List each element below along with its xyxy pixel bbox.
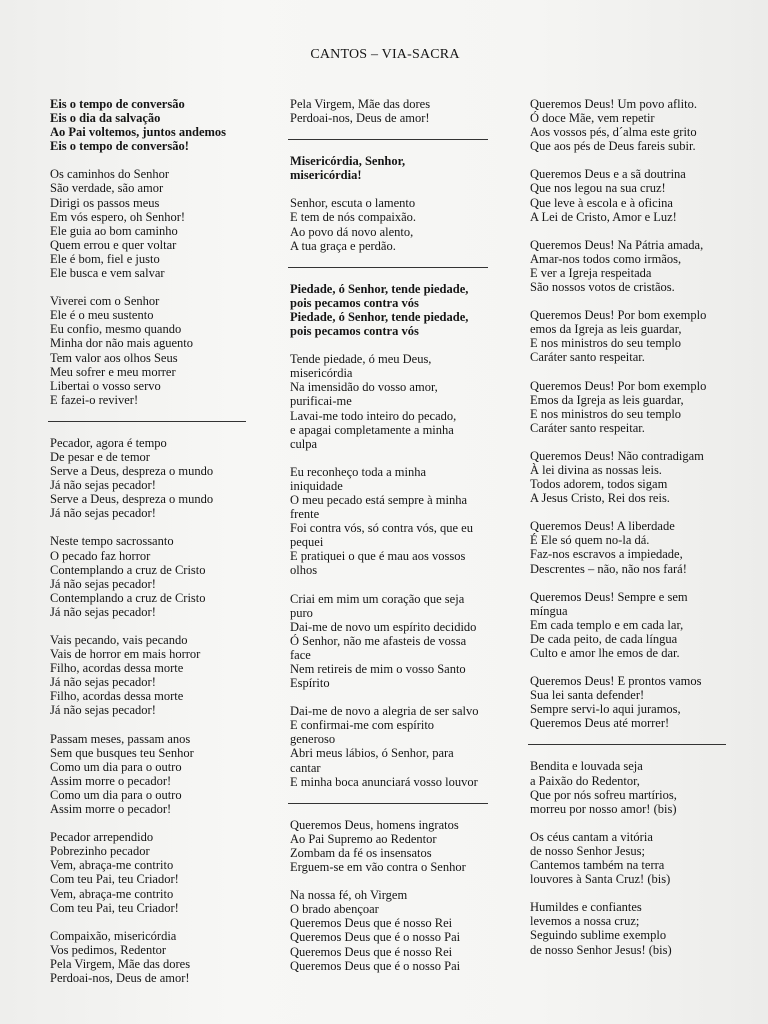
verse-line: Zombam da fé os insensatos [290,845,432,860]
verse-line: E ver a Igreja respeitada [530,265,652,280]
verse-line: Senhor, escuta o lamento [290,196,416,211]
stanza [50,929,250,985]
verse-line: De pesar e de temor [50,449,150,464]
verse-line: Eis o dia da salvação [50,111,161,126]
verse-line: pois pecamos contra vós [290,295,419,310]
verse-line: olhos [290,563,318,578]
verse-line: Meu sofrer e meu morrer [50,364,176,379]
verse-line: Ó doce Mãe, vem repetir [530,111,655,126]
verse-line: Contemplando a cruz de Cristo [50,590,206,605]
verse-line: Lavai-me todo inteiro do pecado, [290,408,457,423]
verse-line: Eis o tempo de conversão! [50,139,189,154]
verse-line: Assim morre o pecador! [50,802,172,817]
verse-line: Misericórdia, Senhor, [290,154,406,169]
verse-line: cantar [290,760,321,775]
verse-line: Assim morre o pecador! [50,773,172,788]
verse-line: Que leve à escola e à oficina [530,195,673,210]
verse-line: E fazei-o reviver! [50,392,139,407]
stanza [50,732,250,817]
verse-line: Filho, acordas dessa morte [50,689,184,704]
verse-line: Já não sejas pecador! [50,506,156,521]
verse-line: Que aos pés de Deus fareis subir. [530,139,696,154]
stanza [290,592,495,691]
verse-line: E tem de nós compaixão. [290,210,417,225]
verse-line: O meu pecado está sempre à minha [290,492,468,507]
verse-line: Ele é bom, fiel e justo [50,251,160,266]
refrain [50,97,250,153]
stanza [530,167,730,223]
verse-line: Pela Virgem, Mãe das dores [290,97,431,111]
verse-line: Queremos Deus! Não contradigam [530,448,704,463]
verse-line: Tem valor aos olhos Seus [50,350,178,365]
stanza [290,888,495,973]
verse-line: Na imensidão do vosso amor, [290,380,438,395]
verse-line: frente [290,507,320,522]
verse-line: Ele guia ao bom caminho [50,223,178,238]
verse-line: misericórdia! [290,168,362,183]
verse-line: Ao Pai Supremo ao Redentor [290,831,437,846]
verse-line: Queremos Deus! A liberdade [530,519,675,534]
verse-line: O pecado faz horror [50,548,151,563]
verse-line: Seguindo sublime exemplo [530,928,667,943]
verse-line: Queremos Deus que é nosso Rei [290,916,453,931]
verse-line: Queremos Deus! Por bom exemplo [530,378,707,393]
verse-line: Queremos Deus, homens ingratos [290,817,459,832]
verse-line: Ao povo dá novo alento, [290,224,414,239]
verse-line: Contemplando a cruz de Cristo [50,562,206,577]
column-3 [530,97,730,971]
verse-line: Na nossa fé, oh Virgem [290,888,408,903]
verse-line: Foi contra vós, só contra vós, que eu [290,521,473,536]
verse-line: Vos pedimos, Redentor [50,942,167,957]
verse-line: Queremos Deus que é nosso Rei [290,944,453,959]
verse-line: Dai-me de novo a alegria de ser salvo [290,704,479,719]
verse-line: Compaixão, misericórdia [50,928,177,943]
verse-line: Vem, abraça-me contrito [50,886,174,901]
verse-line: Libertai o vosso servo [50,378,161,393]
verse-line: Bendita e louvada seja [530,759,643,774]
verse-line: Com teu Pai, teu Criador! [50,872,179,887]
verse-line: Dirigi os passos meus [50,195,160,210]
verse-line: Sempre servi-lo aqui juramos, [530,702,681,717]
verse-line: de nosso Senhor Jesus; [530,843,645,858]
verse-line: Aos vossos pés, d´alma este grito [530,125,697,140]
verse-line: Pela Virgem, Mãe das dores [50,956,191,971]
stanza [530,674,730,730]
verse-line: culpa [290,436,318,451]
verse-line: Ao Pai voltemos, juntos andemos [50,125,227,140]
verse-line: Já não sejas pecador! [50,703,156,718]
verse-line: Faz-nos escravos a impiedade, [530,547,683,562]
verse-line: Quem errou e quer voltar [50,237,177,252]
verse-line: puro [290,605,313,620]
verse-line: A tua graça e perdão. [290,238,396,253]
verse-line: Todos adorem, todos sigam [530,477,668,492]
stanza [290,352,495,451]
verse-line: E minha boca anunciará vosso louvor [290,774,478,789]
verse-line: purificai-me [290,394,352,409]
verse-line: Viverei com o Senhor [50,294,160,309]
verse-line: louvores à Santa Cruz! (bis) [530,872,671,887]
verse-line: Criai em mim um coração que seja [290,591,465,606]
verse-line: a Paixão do Redentor, [530,773,640,788]
section-divider [288,803,488,804]
verse-line: Filho, acordas dessa morte [50,661,184,676]
stanza [290,97,495,125]
verse-line: Eu confio, mesmo quando [50,322,182,337]
verse-line: iniquidade [290,478,343,493]
verse-line: Dai-me de novo um espírito decidido [290,619,477,634]
verse-line: generoso [290,732,336,747]
verse-line: Que por nós sofreu martírios, [530,787,677,802]
verse-line: Espírito [290,676,330,691]
verse-line: Culto e amor lhe emos de dar. [530,646,680,660]
verse-line: pois pecamos contra vós [290,324,419,339]
stanza [530,900,730,956]
verse-line: Queremos Deus! Por bom exemplo [530,308,707,323]
verse-line: Emos da Igreja as leis guardar, [530,392,684,407]
verse-line: Sem que busques teu Senhor [50,745,194,760]
section-divider [48,421,246,422]
verse-line: e apagai completamente a minha [290,422,454,437]
verse-line: Como um dia para o outro [50,787,182,802]
verse-line: Caráter santo respeitar. [530,350,645,365]
verse-line: Minha dor não mais aguento [50,336,194,351]
section-divider [288,267,488,268]
verse-line: Humildes e confiantes [530,900,642,915]
verse-line: míngua [530,603,568,618]
verse-line: O brado abençoar [290,902,379,917]
verse-line: Queremos Deus e a sã doutrina [530,167,686,182]
verse-line: Nem retireis de mim o vosso Santo [290,662,466,676]
stanza [50,294,250,407]
verse-line: Perdoai-nos, Deus de amor! [50,970,190,985]
stanza [530,830,730,886]
stanza [530,519,730,575]
verse-line: emos da Igreja as leis guardar, [530,322,682,337]
verse-line: face [290,647,311,662]
stanza [530,97,730,153]
verse-line: Piedade, ó Senhor, tende piedade, [290,309,469,324]
verse-line: Piedade, ó Senhor, tende piedade, [290,281,469,296]
verse-line: pequei [290,535,324,550]
page-title: CANTOS – VIA-SACRA [310,47,460,62]
verse-line: São nossos votos de cristãos. [530,280,675,295]
verse-line: Serve a Deus, despreza o mundo [50,464,214,479]
stanza [290,196,495,252]
verse-line: Queremos Deus que é o nosso Pai [290,958,461,973]
verse-line: Queremos Deus! Sempre e sem [530,589,688,604]
verse-line: A Jesus Cristo, Rei dos reis. [530,491,670,506]
verse-line: Eu reconheço toda a minha [290,464,427,479]
verse-line: Queremos Deus que é o nosso Pai [290,930,461,945]
stanza [290,704,495,789]
section-divider [288,139,488,140]
stanza [530,759,730,815]
stanza [530,590,730,660]
stanza [50,167,250,280]
verse-line: Eis o tempo de conversão [50,97,185,111]
verse-line: E nos ministros do seu templo [530,336,682,351]
verse-line: E confirmai-me com espírito [290,718,435,733]
verse-line: Queremos Deus! E prontos vamos [530,674,702,689]
verse-line: Neste tempo sacrossanto [50,534,174,549]
verse-line: Abri meus lábios, ó Senhor, para [290,746,454,761]
verse-line: E pratiquei o que é mau aos vossos [290,549,466,564]
verse-line: misericórdia [290,366,353,381]
column-1 [50,97,250,999]
verse-line: À lei divina as nossas leis. [530,462,662,477]
verse-line: Vais de horror em mais horror [50,647,201,662]
verse-line: Serve a Deus, despreza o mundo [50,492,214,507]
verse-line: Que nos legou na sua cruz! [530,181,666,196]
verse-line: Descrentes – não, não nos fará! [530,561,687,576]
verse-line: Em cada templo e em cada lar, [530,617,684,632]
verse-line: Queremos Deus! Na Pátria amada, [530,237,704,252]
verse-line: Queremos Deus até morrer! [530,716,670,731]
verse-line: Ele é o meu sustento [50,308,154,323]
verse-line: Pecador arrependido [50,830,154,845]
verse-line: Amar-nos todos como irmãos, [530,251,682,266]
stanza [50,633,250,718]
verse-line: Ele busca e vem salvar [50,266,165,281]
verse-line: Caráter santo respeitar. [530,420,645,435]
verse-line: Já não sejas pecador! [50,576,156,591]
verse-line: Como um dia para o outro [50,759,182,774]
refrain [290,282,495,338]
verse-line: Já não sejas pecador! [50,604,156,619]
verse-line: E nos ministros do seu templo [530,406,682,421]
stanza [530,308,730,364]
verse-line: Passam meses, passam anos [50,731,191,746]
verse-line: Sua lei santa defender! [530,688,645,703]
verse-line: A Lei de Cristo, Amor e Luz! [530,209,677,224]
verse-line: De cada peito, de cada língua [530,631,678,646]
verse-line: Os céus cantam a vitória [530,829,653,844]
verse-line: É Ele só quem no-la dá. [530,533,650,548]
verse-line: Pobrezinho pecador [50,844,150,859]
verse-line: Ó Senhor, não me afasteis de vossa [290,633,467,648]
verse-line: morreu por nosso amor! (bis) [530,801,677,816]
stanza [50,534,250,619]
stanza [290,818,495,874]
verse-line: Vais pecando, vais pecando [50,633,188,647]
stanza [50,436,250,521]
verse-line: Já não sejas pecador! [50,478,156,493]
stanza [530,238,730,294]
verse-line: Queremos Deus! Um povo aflito. [530,97,697,111]
verse-line: Pecador, agora é tempo [50,435,167,450]
refrain [290,154,495,182]
verse-line: Vem, abraça-me contrito [50,858,174,873]
stanza [530,379,730,435]
verse-line: Os caminhos do Senhor [50,167,170,182]
stanza [290,465,495,578]
verse-line: Perdoai-nos, Deus de amor! [290,111,430,126]
verse-line: levemos a nossa cruz; [530,914,640,929]
verse-line: Cantemos também na terra [530,858,665,873]
column-2 [290,97,495,987]
verse-line: Tende piedade, ó meu Deus, [290,352,432,367]
verse-line: Já não sejas pecador! [50,675,156,690]
verse-line: Em vós espero, oh Senhor! [50,209,186,224]
stanza [50,830,250,915]
verse-line: de nosso Senhor Jesus! (bis) [530,942,672,957]
verse-line: Erguem-se em vão contra o Senhor [290,860,466,875]
stanza [530,449,730,505]
section-divider [528,744,726,745]
verse-line: Com teu Pai, teu Criador! [50,900,179,915]
verse-line: São verdade, são amor [50,181,164,196]
